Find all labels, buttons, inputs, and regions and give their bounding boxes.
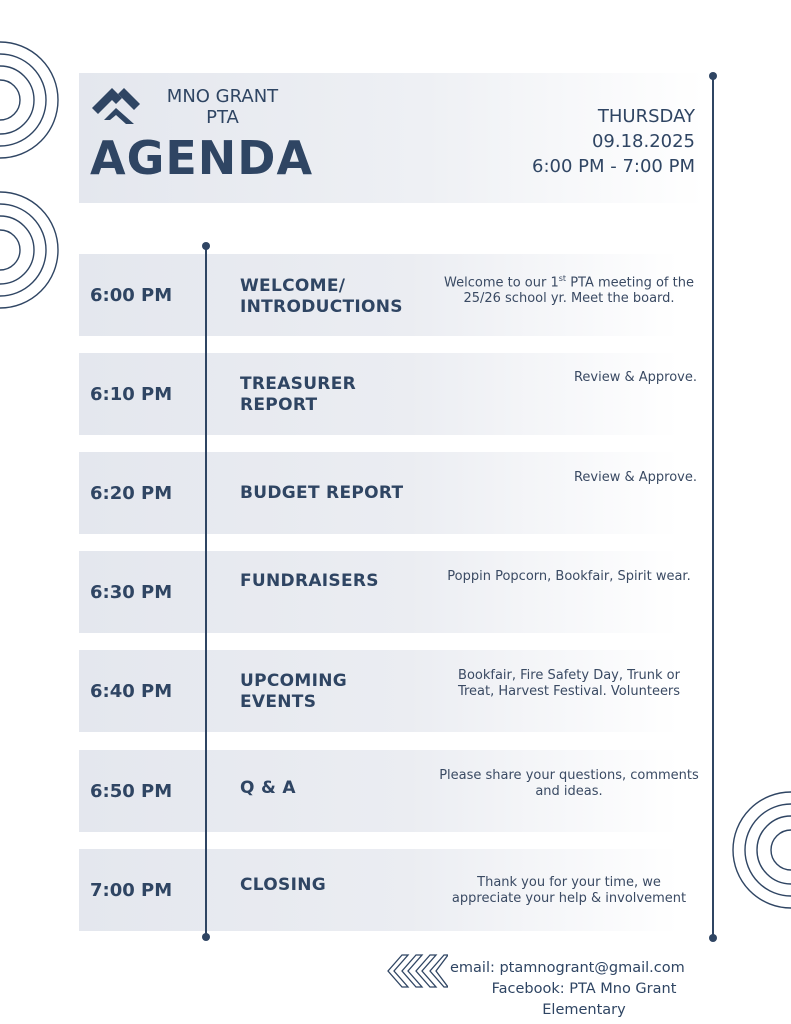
contact-footer xyxy=(450,958,718,1021)
agenda-topic: CLOSING xyxy=(240,875,327,895)
concentric-circles-icon xyxy=(0,188,62,312)
right-line-top-dot xyxy=(709,72,717,80)
agenda-row xyxy=(79,452,697,534)
timeline-top-dot xyxy=(202,242,210,250)
agenda-topic: FUNDRAISERS xyxy=(240,571,379,591)
agenda-time: 6:50 PM xyxy=(90,780,173,802)
contact-email: email: ptamnogrant@gmail.com xyxy=(450,960,685,976)
meeting-day: THURSDAY xyxy=(597,106,695,127)
agenda-time: 6:40 PM xyxy=(90,680,173,702)
agenda-row xyxy=(79,254,694,336)
agenda-topic: Q & A xyxy=(240,778,296,798)
right-line-bottom-dot xyxy=(709,934,717,942)
chevron-arrows-icon xyxy=(386,953,448,989)
timeline-bottom-dot xyxy=(202,933,210,941)
agenda-topic: UPCOMING EVENTS xyxy=(240,671,348,712)
meeting-time-range: 6:00 PM - 7:00 PM xyxy=(532,156,695,177)
agenda-row xyxy=(79,849,687,931)
agenda-topic: BUDGET REPORT xyxy=(240,483,404,503)
agenda-description: Welcome to our 1st PTA meeting of the 25/26 school yr. Meet the board. xyxy=(444,274,694,307)
agenda-time: 6:30 PM xyxy=(90,581,173,603)
concentric-circles-icon xyxy=(0,38,62,162)
agenda-description: Review & Approve. xyxy=(573,370,697,385)
agenda-description: Please share your questions, comments and ideas. xyxy=(439,768,699,799)
agenda-row xyxy=(79,551,691,633)
agenda-row xyxy=(79,650,679,732)
agenda-time: 7:00 PM xyxy=(90,879,173,901)
agenda-time: 6:00 PM xyxy=(90,284,173,306)
agenda-description: Thank you for your time, we appreciate your help & involvement xyxy=(451,875,687,906)
contact-facebook: Facebook: PTA Mno Grant Elementary xyxy=(491,981,677,1018)
agenda-description: Review & Approve. xyxy=(573,470,697,485)
concentric-circles-icon xyxy=(729,788,791,912)
agenda-time: 6:10 PM xyxy=(90,383,173,405)
timeline-line xyxy=(205,247,207,937)
agenda-description: Poppin Popcorn, Bookfair, Spirit wear. xyxy=(447,569,691,584)
meeting-date: 09.18.2025 xyxy=(591,131,695,152)
logo-chevron-icon xyxy=(90,84,142,124)
agenda-description: Bookfair, Fire Safety Day, Trunk or Treat, Harvest Festival. Volunteers xyxy=(457,668,681,699)
meeting-date-block xyxy=(532,104,695,179)
organization-name: MNO GRANT PTA xyxy=(166,86,279,128)
agenda-time: 6:20 PM xyxy=(90,482,173,504)
right-divider-line xyxy=(712,76,714,938)
agenda-topic: WELCOME/ INTRODUCTIONS xyxy=(240,276,403,317)
agenda-row xyxy=(79,750,699,832)
agenda-row xyxy=(79,353,697,435)
agenda-topic: TREASURER REPORT xyxy=(240,374,356,415)
page-title: AGENDA xyxy=(90,131,314,185)
